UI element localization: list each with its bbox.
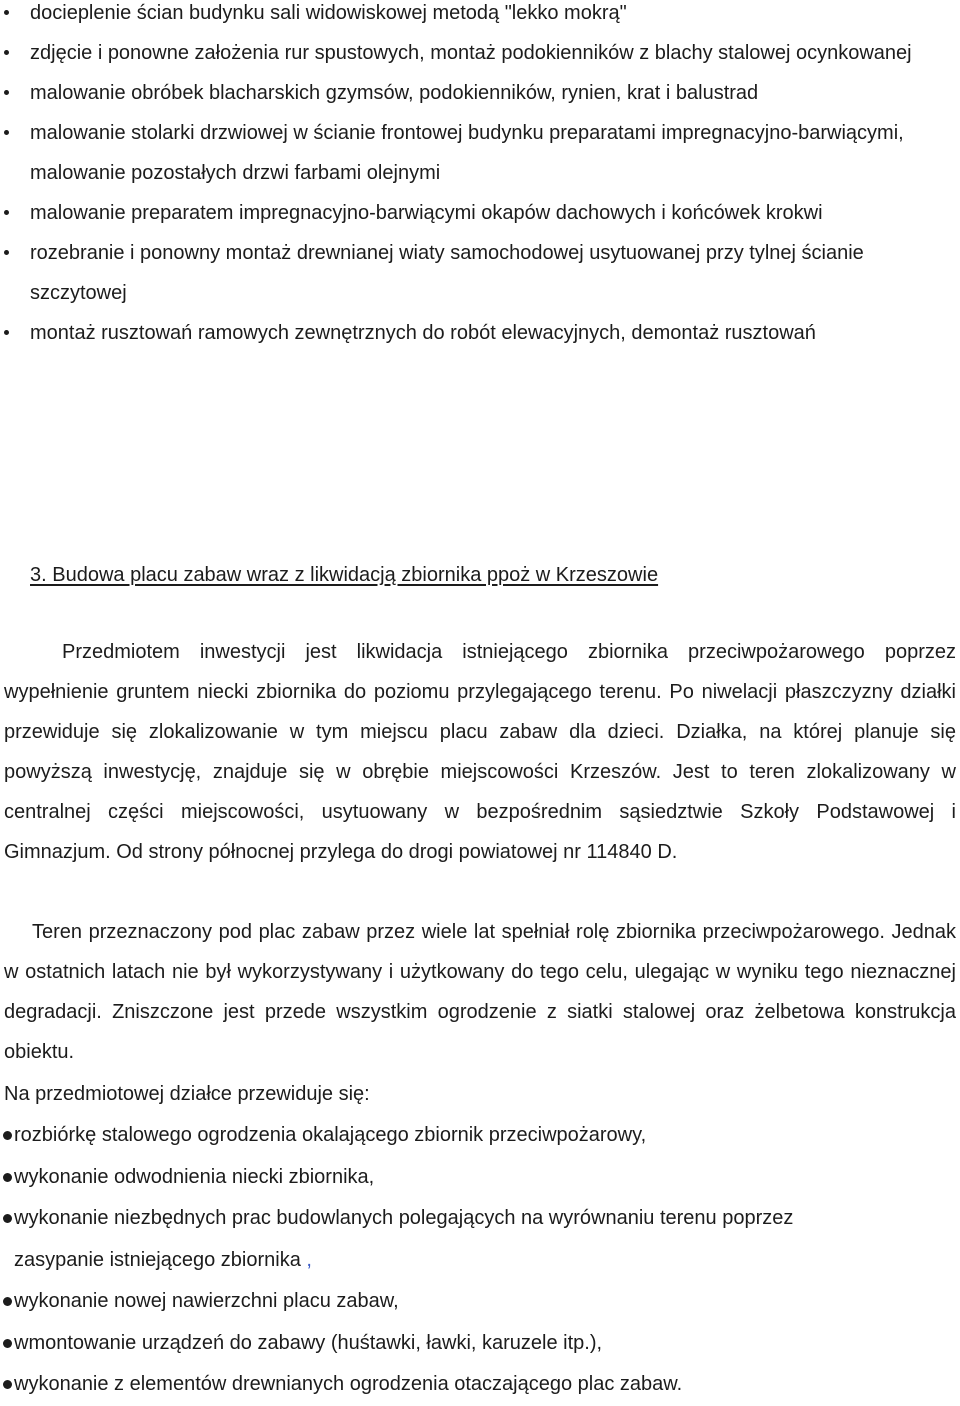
list-item <box>0 193 960 233</box>
bullet-icon <box>3 1297 12 1306</box>
list-item-continuation <box>14 1240 960 1282</box>
paragraph-investment: Przedmiotem inwestycji jest likwidacja istniejącego zbiornika przeciwpożarowego poprzez wypełnienie gruntem niecki zbiornika do poziomu przylegającego terenu. Po niwelacji płaszczyzny działki przewiduje się zlokalizowanie w tym miejscu placu zabaw dla dzieci. Działka, na której planuje się powyższą inwestycję, znajduje się w obrębie miejscowości Krzeszów. Jest to teren zlokalizowany w centralnej części miejscowości, usytuowany w bezpośrednim sąsiedztwie Szkoły Podstawowej i Gimnazjum. Od strony północnej przylega do drogi powiatowej nr 114840 D. <box>4 641 956 863</box>
list-item <box>0 233 960 313</box>
bullet-icon <box>3 1214 12 1223</box>
bullet-icon <box>4 10 9 15</box>
list-item <box>0 1115 960 1157</box>
bullet-icon <box>4 210 9 215</box>
list-item-text: malowanie obróbek blacharskich gzymsów, podokienników, rynien, krat i balustrad <box>30 82 759 104</box>
list-item-text: wmontowanie urządzeń do zabawy (huśtawki, ławki, karuzele itp.), <box>14 1331 603 1354</box>
list-item <box>0 73 960 113</box>
planned-works-intro: Na przedmiotowej działce przewiduje się: <box>4 1083 370 1105</box>
bullet-icon <box>4 90 9 95</box>
list-item <box>0 1364 960 1406</box>
list-item-text: rozbiórkę stalowego ogrodzenia okalającego zbiornik przeciwpożarowy, <box>14 1124 647 1146</box>
list-item <box>0 1281 960 1323</box>
bullet-icon <box>4 250 9 255</box>
bullet-icon <box>3 1173 12 1182</box>
list-item <box>0 1323 960 1365</box>
list-item <box>0 1157 960 1199</box>
list-item-text: rozebranie i ponowny montaż drewnianej wiaty samochodowej usytuowanej przy tylnej ścianie szczytowej <box>30 242 864 304</box>
bullet-icon <box>3 1380 12 1389</box>
list-item-text: wykonanie niezbędnych prac budowlanych polegających na wyrównaniu terenu poprzez <box>14 1207 794 1229</box>
bullet-icon <box>4 130 9 135</box>
list-item <box>0 313 960 353</box>
list-item-text: wykonanie nowej nawierzchni placu zabaw, <box>14 1290 399 1312</box>
section-heading: 3. Budowa placu zabaw wraz z likwidacją zbiornika ppoż w Krzeszowie <box>30 564 659 586</box>
list-item-text: zasypanie istniejącego zbiornika <box>14 1248 301 1271</box>
list-item <box>0 113 960 193</box>
accent-comma: , <box>306 1248 312 1271</box>
bullet-icon <box>4 330 9 335</box>
bullet-icon <box>3 1131 12 1140</box>
works-list <box>0 0 960 353</box>
list-item <box>0 0 960 33</box>
list-item <box>0 1198 960 1281</box>
list-item-text: docieplenie ścian budynku sali widowiskowej metodą "lekko mokrą" <box>30 2 627 24</box>
list-item <box>0 33 960 73</box>
list-item-text: malowanie stolarki drzwiowej w ścianie frontowej budynku preparatami impregnacyjno-barwiącymi, malowanie pozostałych drzwi farbami olejnymi <box>30 122 904 184</box>
list-item-text: zdjęcie i ponowne założenia rur spustowych, montaż podokienników z blachy stalowej ocynkowanej <box>30 42 912 64</box>
list-item-text: montaż rusztowań ramowych zewnętrznych do robót elewacyjnych, demontaż rusztowań <box>30 322 816 344</box>
planned-works-list <box>0 1115 960 1406</box>
list-item-text: malowanie preparatem impregnacyjno-barwiącymi okapów dachowych i końcówek krokwi <box>30 202 823 224</box>
list-item-text: wykonanie z elementów drewnianych ogrodzenia otaczającego plac zabaw. <box>14 1373 683 1395</box>
paragraph-site-condition: Teren przeznaczony pod plac zabaw przez wiele lat spełniał rolę zbiornika przeciwpożarowego. Jednak w ostatnich latach nie był wykorzystywany i użytkowany do tego celu, ulegając w wyniku tego nieznacznej degradacji. Zniszczone jest przede wszystkim ogrodzenie z siatki stalowej oraz żelbetowa konstrukcja obiektu. <box>4 921 956 1063</box>
list-item-text: wykonanie odwodnienia niecki zbiornika, <box>14 1165 375 1188</box>
bullet-icon <box>3 1339 12 1348</box>
bullet-icon <box>4 50 9 55</box>
